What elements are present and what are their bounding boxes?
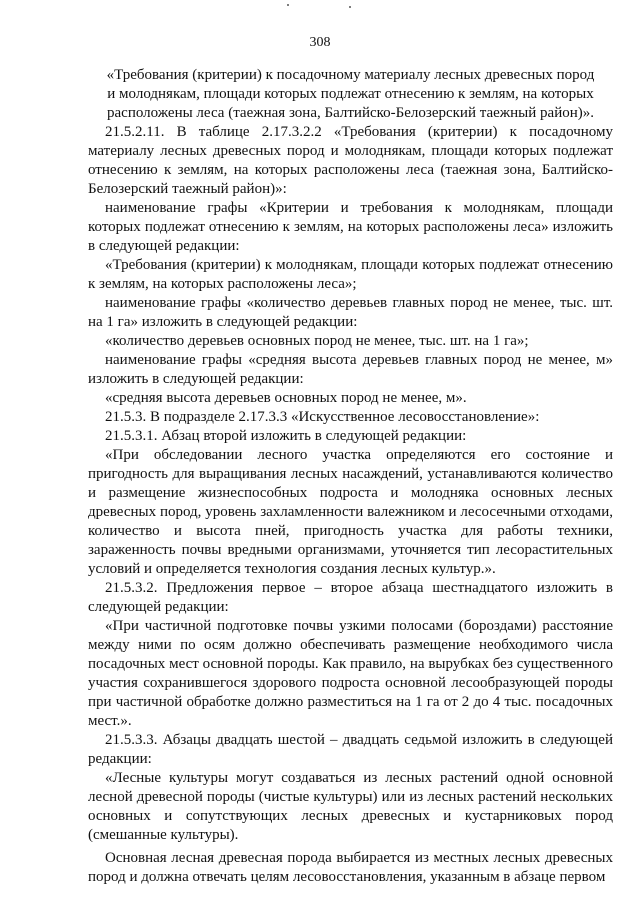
paragraph: «количество деревьев основных пород не менее, тыс. шт. на 1 га»;	[105, 333, 529, 349]
paragraph: наименование графы «количество деревьев главных пород не менее, тыс. шт. на 1 га» изложить в следующей редакции:	[88, 295, 613, 330]
paragraph: 21.5.3.1. Абзац второй изложить в следующей редакции:	[105, 428, 467, 444]
page-number: 308	[309, 35, 331, 50]
paragraph: наименование графы «Критерии и требования к молоднякам, площади которых подлежат отнесению к землям, на которых расположены леса» изложить в следующей редакции:	[88, 200, 613, 254]
section-heading: «Требования (критерии) к посадочному материалу лесных древесных пород и молоднякам, площади которых подлежат отнесению к землям, на которых расположены леса (таежная зона, Балтийско-Белозерский таежный район)».	[106, 67, 595, 121]
document-body	[88, 66, 613, 887]
paragraph: «Лесные культуры могут создаваться из лесных растений одной основной лесной древесной породы (чистые культуры) или из лесных растений нескольких основных и сопутствующих лесных древесных и кустарниковых пород (смешанные культуры).	[88, 770, 613, 843]
paragraph: «При обследовании лесного участка определяются его состояние и пригодность для выращивания лесных насаждений, устанавливаются количество и размещение жизнеспособных подроста и молодняка основных лесных древесных пород, уровень захламленности валежником и лесосечными отходами, количество и высота пней, пригодность участка для работы техники, зараженность почвы вредными организмами, уточняется тип лесорастительных условий и определяется технология создания лесных культур.».	[88, 447, 613, 577]
paragraph: 21.5.3.3. Абзацы двадцать шестой – двадцать седьмой изложить в следующей редакции:	[88, 732, 613, 767]
scan-speck	[349, 6, 351, 8]
paragraph: наименование графы «средняя высота деревьев главных пород не менее, м» изложить в следующей редакции:	[88, 352, 613, 387]
paragraph: «При частичной подготовке почвы узкими полосами (бороздами) расстояние между ними по осям должно обеспечивать размещение необходимого числа посадочных мест основной породы. Как правило, на вырубках без существенного участия сохранившегося здорового подроста основной лесообразующей породы при частичной обработке должно разместиться на 1 га от 2 до 4 тыс. посадочных мест.».	[88, 618, 613, 729]
scan-speck	[287, 4, 289, 6]
paragraph: 21.5.3. В подразделе 2.17.3.3 «Искусственное лесовосстановление»:	[105, 409, 540, 425]
paragraph: «Требования (критерии) к молоднякам, площади которых подлежат отнесению к землям, на которых расположены леса»;	[88, 257, 613, 292]
paragraph: 21.5.3.2. Предложения первое – второе абзаца шестнадцатого изложить в следующей редакции:	[88, 580, 613, 615]
paragraph: 21.5.2.11. В таблице 2.17.3.2.2 «Требования (критерии) к посадочному материалу лесных древесных пород и молоднякам, площади которых подлежат отнесению к землям, на которых расположены леса (таежная зона, Балтийско-Белозерский таежный район)»:	[88, 124, 613, 197]
paragraph: Основная лесная древесная порода выбирается из местных лесных древесных пород и должна отвечать целям лесовосстановления, указанным в абзаце первом	[88, 850, 613, 885]
paragraph: «средняя высота деревьев основных пород не менее, м».	[105, 390, 467, 406]
